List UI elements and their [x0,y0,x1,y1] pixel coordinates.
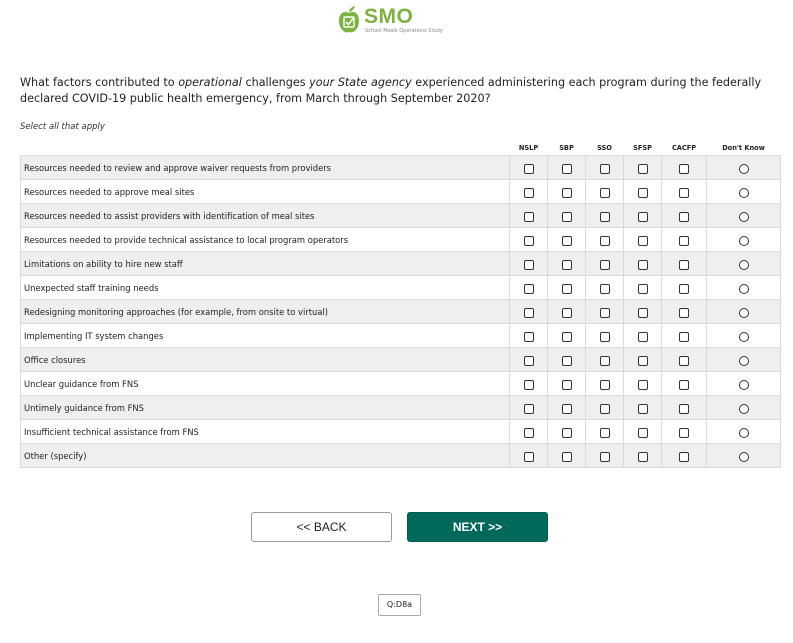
response-cell [586,348,624,372]
response-cell [510,348,548,372]
program-checkbox[interactable] [600,356,610,366]
program-checkbox[interactable] [638,188,648,198]
response-cell [548,180,586,204]
program-checkbox[interactable] [562,428,572,438]
program-checkbox[interactable] [524,188,534,198]
program-checkbox[interactable] [562,404,572,414]
response-cell [707,276,781,300]
column-header: Don't Know [722,143,765,152]
table-row [21,276,781,300]
program-checkbox[interactable] [524,404,534,414]
response-cell [548,276,586,300]
apple-checkmark-icon [338,6,360,34]
dont-know-radio[interactable] [739,164,749,174]
program-checkbox[interactable] [600,260,610,270]
dont-know-radio[interactable] [739,308,749,318]
dont-know-radio[interactable] [739,428,749,438]
program-checkbox[interactable] [638,428,648,438]
program-checkbox[interactable] [562,236,572,246]
grid-header [21,140,781,156]
row-label: Insufficient technical assistance from FNS [21,420,510,444]
response-cell [624,204,662,228]
response-cell [707,444,781,468]
response-cell [707,252,781,276]
program-checkbox[interactable] [638,284,648,294]
question-id-label: Q:D8a [378,594,421,616]
response-cell [510,180,548,204]
response-cell [586,324,624,348]
program-checkbox[interactable] [679,188,689,198]
program-checkbox[interactable] [524,284,534,294]
table-row [21,228,781,252]
response-cell [707,324,781,348]
program-checkbox[interactable] [638,308,648,318]
response-cell [586,252,624,276]
dont-know-radio[interactable] [739,356,749,366]
program-checkbox[interactable] [600,188,610,198]
table-row [21,156,781,180]
response-cell [662,276,707,300]
response-cell [707,372,781,396]
response-cell [510,300,548,324]
program-checkbox[interactable] [679,212,689,222]
program-checkbox[interactable] [562,356,572,366]
program-checkbox[interactable] [524,236,534,246]
response-cell [707,396,781,420]
dont-know-radio[interactable] [739,404,749,414]
program-checkbox[interactable] [679,236,689,246]
dont-know-radio[interactable] [739,212,749,222]
response-cell [548,444,586,468]
program-checkbox[interactable] [679,356,689,366]
response-cell [510,252,548,276]
row-label: Other (specify) [21,444,510,468]
smo-logo [338,2,458,38]
program-checkbox[interactable] [600,452,610,462]
question-emphasis: your State agency [309,76,412,89]
row-label: Untimely guidance from FNS [21,396,510,420]
program-checkbox[interactable] [679,308,689,318]
response-cell [510,204,548,228]
response-cell [586,156,624,180]
response-cell [624,444,662,468]
response-cell [707,180,781,204]
header-blank [21,140,510,156]
response-cell [586,204,624,228]
response-cell [662,204,707,228]
program-checkbox[interactable] [679,332,689,342]
table-row [21,300,781,324]
logo-subtitle: School Meals Operations Study [365,28,443,34]
row-label: Resources needed to assist providers with identification of meal sites [21,204,510,228]
program-checkbox[interactable] [638,212,648,222]
row-label: Redesigning monitoring approaches (for example, from onsite to virtual) [21,300,510,324]
program-checkbox[interactable] [524,164,534,174]
response-cell [624,252,662,276]
next-button[interactable]: NEXT >> [407,512,548,542]
response-cell [586,420,624,444]
response-cell [586,180,624,204]
response-grid [20,140,781,468]
question-part: challenges [241,76,310,89]
response-cell [624,276,662,300]
response-cell [662,228,707,252]
dont-know-radio[interactable] [739,452,749,462]
response-cell [662,156,707,180]
program-checkbox[interactable] [638,260,648,270]
question-part: What factors contributed to [20,76,179,89]
response-cell [510,276,548,300]
response-cell [510,372,548,396]
program-checkbox[interactable] [562,260,572,270]
row-label: Unclear guidance from FNS [21,372,510,396]
program-checkbox[interactable] [638,380,648,390]
response-cell [707,156,781,180]
response-cell [624,300,662,324]
response-cell [548,204,586,228]
instruction-text: Select all that apply [20,122,105,132]
program-checkbox[interactable] [524,428,534,438]
program-checkbox[interactable] [679,428,689,438]
response-cell [586,228,624,252]
program-checkbox[interactable] [524,260,534,270]
column-header: SFSP [633,143,652,152]
program-checkbox[interactable] [562,188,572,198]
response-cell [548,372,586,396]
response-cell [586,276,624,300]
response-cell [662,372,707,396]
response-cell [662,420,707,444]
response-cell [548,396,586,420]
program-checkbox[interactable] [524,452,534,462]
response-cell [548,228,586,252]
response-cell [707,420,781,444]
dont-know-radio[interactable] [739,284,749,294]
table-row [21,204,781,228]
response-cell [510,156,548,180]
program-checkbox[interactable] [638,236,648,246]
response-cell [586,444,624,468]
response-cell [662,324,707,348]
program-checkbox[interactable] [524,380,534,390]
row-label: Office closures [21,348,510,372]
program-checkbox[interactable] [679,164,689,174]
dont-know-radio[interactable] [739,188,749,198]
row-label: Resources needed to approve meal sites [21,180,510,204]
program-checkbox[interactable] [638,332,648,342]
column-header: CACFP [671,143,697,152]
response-cell [707,348,781,372]
program-checkbox[interactable] [524,332,534,342]
response-cell [510,228,548,252]
program-checkbox[interactable] [562,308,572,318]
row-label: Implementing IT system changes [21,324,510,348]
program-checkbox[interactable] [524,212,534,222]
table-row [21,396,781,420]
response-cell [510,324,548,348]
response-cell [586,396,624,420]
response-cell [707,204,781,228]
program-checkbox[interactable] [600,428,610,438]
program-checkbox[interactable] [679,404,689,414]
response-cell [510,396,548,420]
column-header: SBP [559,143,574,152]
column-header: NSLP [518,143,539,152]
question-emphasis: operational [178,76,242,89]
program-checkbox[interactable] [600,212,610,222]
response-cell [624,348,662,372]
logo-text: SMO [364,5,414,28]
response-cell [624,324,662,348]
program-checkbox[interactable] [638,164,648,174]
row-label: Resources needed to review and approve waiver requests from providers [21,156,510,180]
row-label: Unexpected staff training needs [21,276,510,300]
response-cell [624,396,662,420]
program-checkbox[interactable] [679,380,689,390]
dont-know-radio[interactable] [739,236,749,246]
response-cell [510,444,548,468]
program-checkbox[interactable] [562,164,572,174]
program-checkbox[interactable] [679,260,689,270]
table-row [21,324,781,348]
program-checkbox[interactable] [524,356,534,366]
table-row [21,372,781,396]
program-checkbox[interactable] [562,332,572,342]
response-cell [624,156,662,180]
program-checkbox[interactable] [638,452,648,462]
response-cell [662,252,707,276]
response-cell [662,444,707,468]
table-row [21,180,781,204]
program-checkbox[interactable] [679,452,689,462]
question-part: experienced administering each program during the federally declared COVID-19 public health emergency, from March through September 2020? [20,76,762,105]
response-cell [548,156,586,180]
response-cell [662,396,707,420]
dont-know-radio[interactable] [739,380,749,390]
column-header: SSO [597,143,612,152]
response-cell [548,252,586,276]
program-checkbox[interactable] [638,356,648,366]
program-checkbox[interactable] [600,404,610,414]
response-cell [624,420,662,444]
response-cell [624,180,662,204]
dont-know-radio[interactable] [739,260,749,270]
grid-body [21,156,781,468]
response-cell [548,324,586,348]
program-checkbox[interactable] [600,236,610,246]
table-row [21,444,781,468]
response-cell [548,420,586,444]
program-checkbox[interactable] [600,380,610,390]
response-cell [662,348,707,372]
program-checkbox[interactable] [562,284,572,294]
dont-know-radio[interactable] [739,332,749,342]
table-row [21,420,781,444]
program-checkbox[interactable] [562,452,572,462]
response-cell [548,300,586,324]
response-cell [624,372,662,396]
response-cell [510,420,548,444]
row-label: Resources needed to provide technical assistance to local program operators [21,228,510,252]
table-row [21,252,781,276]
response-cell [662,300,707,324]
program-checkbox[interactable] [562,380,572,390]
response-cell [548,348,586,372]
table-row [21,348,781,372]
row-label: Limitations on ability to hire new staff [21,252,510,276]
response-cell [707,300,781,324]
response-cell [586,372,624,396]
program-checkbox[interactable] [679,284,689,294]
program-checkbox[interactable] [600,332,610,342]
program-checkbox[interactable] [524,308,534,318]
program-checkbox[interactable] [638,404,648,414]
question-text [20,75,772,107]
program-checkbox[interactable] [562,212,572,222]
response-cell [586,300,624,324]
program-checkbox[interactable] [600,308,610,318]
program-checkbox[interactable] [600,284,610,294]
response-cell [624,228,662,252]
response-cell [707,228,781,252]
response-cell [662,180,707,204]
program-checkbox[interactable] [600,164,610,174]
back-button[interactable]: << BACK [251,512,392,542]
